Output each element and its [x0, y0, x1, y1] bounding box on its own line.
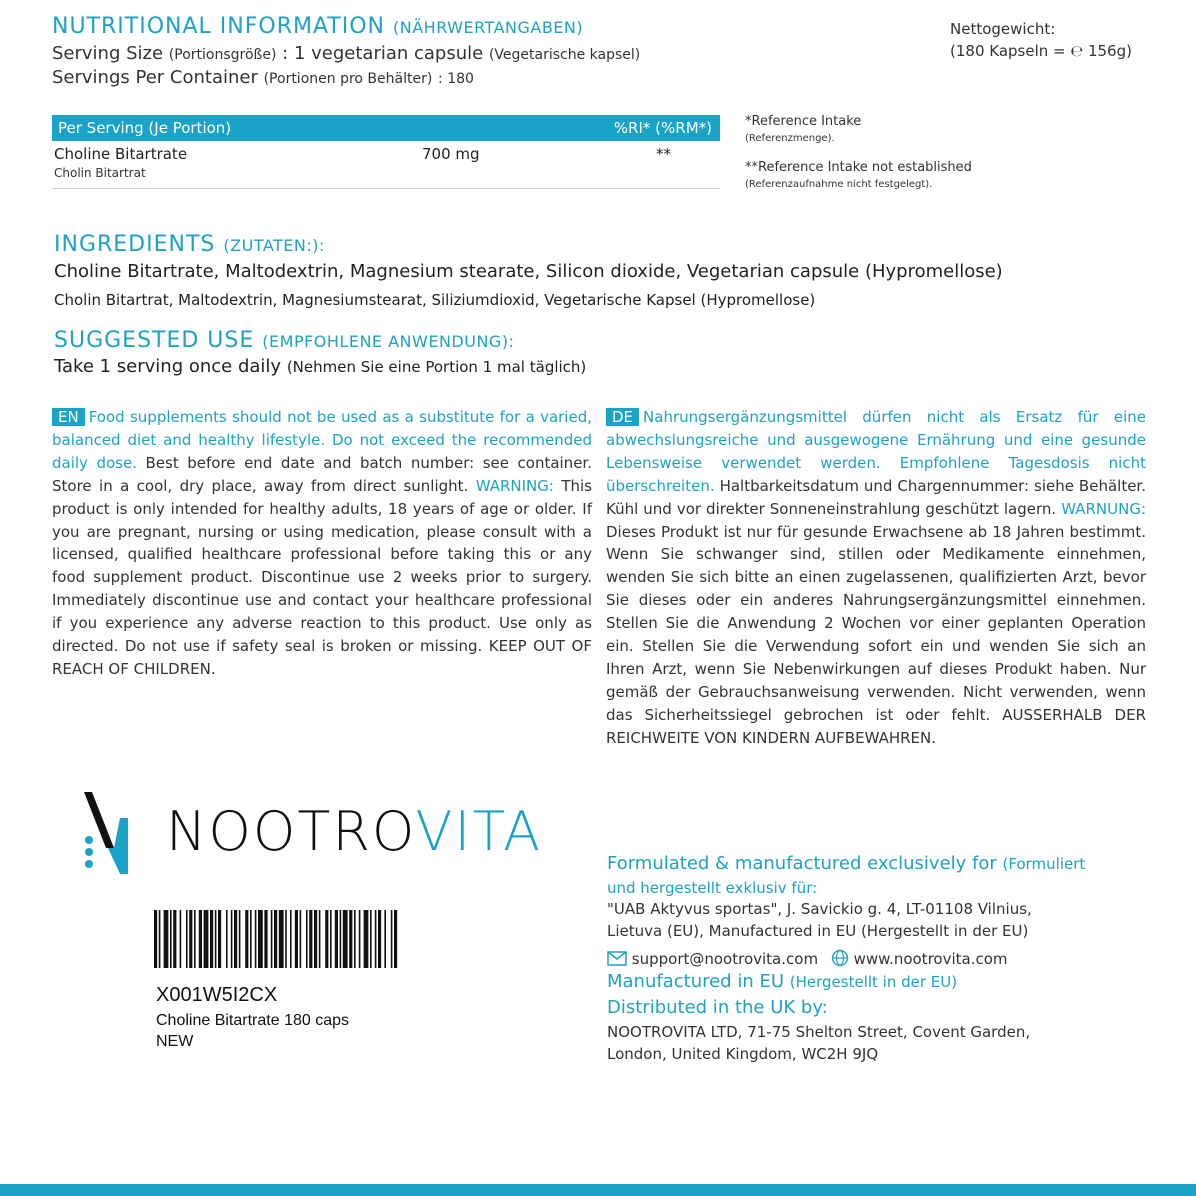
- table-row-name: Choline Bitartrate: [54, 145, 188, 163]
- ingredients-de: Cholin Bitartrat, Maltodextrin, Magnesiumstearat, Siliziumdioxid, Vegetarische Kapsel (Hypromellose): [54, 291, 816, 309]
- formulated-de-b: und hergestellt exklusiv für:: [607, 879, 818, 897]
- ri-note-sub: (Referenzmenge).: [745, 133, 835, 144]
- warnings-de-text2: Dieses Produkt ist nur für gesunde Erwachsene ab 18 Jahren bestimmt. Wenn Sie schwanger sind, stillen oder Medikamente einnehmen, wenden Sie sich bitte an einen zugelassenen, qualifizierten Arzt, bevor Sie dieses oder ein anderes Nahrungsergänzungsmittel einnehmen. Stellen Sie die Anwendung 2 Wochen vor einer geplanten Operation ein. Stellen Sie die Verwendung sofort ein und wenden Sie sich an Ihren Arzt, wenn Sie Nebenwirkungen auf dieses Produkt haben. Nur gemäß der Gebrauchsanweisung verwenden. Nicht verwenden, wenn das Sicherheitssiegel gebrochen ist oder fehlt. AUSSERHALB DER REICHWEITE VON KINDERN AUFBEWAHREN.: [606, 522, 1146, 747]
- uk-address-line2: London, United Kingdom, WC2H 9JQ: [607, 1045, 879, 1063]
- nutrition-table-header: [52, 115, 720, 141]
- brand-logo-vita: VITA: [415, 800, 543, 863]
- manufactured-en: Manufactured in EU: [607, 971, 785, 992]
- formulated-en: Formulated & manufactured exclusively for: [607, 853, 997, 874]
- serving-size-value: : 1 vegetarian capsule: [282, 43, 484, 64]
- brand-logo-nootro: NOOTRO: [166, 800, 416, 863]
- brand-logo-text: [166, 800, 542, 864]
- table-row-ri: **: [656, 145, 671, 163]
- table-divider: [52, 188, 720, 189]
- ingredients-title-de: (ZUTATEN:):: [223, 236, 325, 255]
- lang-tag-de: DE: [606, 408, 639, 426]
- warnings-en-highlight: Food supplements should not be used as a substitute for a varied, balanced diet and healthy lifestyle. Do not exceed the recommended daily dose.: [52, 408, 592, 472]
- servings-per-container: [52, 67, 474, 88]
- warnings-de-highlight: Nahrungsergänzungsmittel dürfen nicht als Ersatz für eine abwechslungsreiche und ausgewogene Ernährung und eine gesunde Lebensweise verwendet werden. Empfohlene Tagesdosis nicht überschreiten.: [606, 408, 1146, 495]
- envelope-icon: [607, 950, 627, 972]
- formulated-de-a: (Formuliert: [1002, 855, 1086, 873]
- not-established-sub: (Referenzaufnahme nicht festgelegt).: [745, 179, 933, 190]
- table-header-ri: %RI* (%RM*): [613, 119, 712, 137]
- warnings-en-label: WARNING:: [475, 476, 554, 495]
- table-row-name-de: Cholin Bitartrat: [54, 166, 146, 180]
- formulated-for: [607, 852, 1147, 900]
- lang-tag-en: EN: [52, 408, 85, 426]
- net-weight-value: (180 Kapseln = ℮ 156g): [950, 42, 1132, 60]
- nutrition-title: [52, 14, 583, 39]
- warnings-en-text2: This product is only intended for healthy adults, 18 years of age or older. If you are pregnant, nursing or using medication, please consult with a licensed, qualified healthcare professional before taking this or any food supplement product. Discontinue use 2 weeks prior to surgery. Immediately discontinue use and contact your healthcare professional if you experience any adverse reaction to this product. Use only as directed. Do not use if safety seal is broken or missing. KEEP OUT OF REACH OF CHILDREN.: [52, 476, 592, 678]
- servings-label: Servings Per Container: [52, 67, 258, 88]
- suggested-use-title: [54, 328, 514, 353]
- serving-size: [52, 43, 640, 64]
- warnings-de-label: WARNUNG:: [1061, 499, 1146, 518]
- suggested-use-title-en: SUGGESTED USE: [54, 328, 255, 353]
- servings-label-de: (Portionen pro Behälter): [263, 71, 433, 87]
- uk-address-line1: NOOTROVITA LTD, 71-75 Shelton Street, Covent Garden,: [607, 1023, 1031, 1041]
- barcode-code: X001W5I2CX: [156, 984, 278, 1006]
- address-line1: "UAB Aktyvus sportas", J. Savickio g. 4, LT-01108 Vilnius,: [607, 900, 1032, 918]
- suggested-use-en: Take 1 serving once daily: [54, 356, 282, 377]
- table-header-per-serving: Per Serving (Je Portion): [58, 119, 232, 137]
- suggested-use-text: [54, 356, 586, 377]
- brand-logo-icon: [80, 788, 136, 878]
- serving-size-label-de: (Portionsgröße): [168, 47, 277, 63]
- servings-value: : 180: [438, 71, 474, 87]
- serving-size-label: Serving Size: [52, 43, 164, 64]
- globe-icon: [831, 949, 849, 973]
- table-row-amount: 700 mg: [422, 145, 480, 163]
- warnings-de: [606, 406, 1146, 750]
- website-link[interactable]: www.nootrovita.com: [853, 950, 1008, 968]
- net-weight: [950, 18, 1132, 62]
- ingredients-en: Choline Bitartrate, Maltodextrin, Magnesium stearate, Silicon dioxide, Vegetarian capsule (Hypromellose): [54, 261, 1003, 282]
- net-weight-label: Nettogewicht:: [950, 20, 1056, 38]
- distributed-uk: Distributed in the UK by:: [607, 997, 828, 1018]
- suggested-use-title-de: (EMPFOHLENE ANWENDUNG):: [262, 332, 515, 351]
- manufactured-de: (Hergestellt in der EU): [789, 973, 958, 991]
- serving-size-value-de: (Vegetarische kapsel): [488, 47, 641, 63]
- warnings-en: [52, 406, 592, 681]
- address-line2: Lietuva (EU), Manufactured in EU (Hergestellt in der EU): [607, 922, 1029, 940]
- barcode-condition: NEW: [156, 1033, 194, 1050]
- suggested-use-de: (Nehmen Sie eine Portion 1 mal täglich): [286, 358, 587, 376]
- uk-address: [607, 1021, 1030, 1065]
- ingredients-title: [54, 232, 325, 257]
- bottom-accent-bar: [0, 1184, 1196, 1196]
- warnings-en-text1: Best before end date and batch number: see container. Store in a cool, dry place, away from direct sunlight.: [52, 453, 592, 495]
- address: [607, 898, 1032, 942]
- nutrition-title-de: (NÄHRWERTANGABEN): [393, 18, 584, 37]
- barcode-image: [154, 910, 479, 968]
- barcode-product: Choline Bitartrate 180 caps: [156, 1012, 349, 1029]
- manufactured-in-eu: [607, 971, 957, 992]
- ingredients-title-en: INGREDIENTS: [54, 232, 216, 257]
- ri-note: *Reference Intake: [745, 114, 862, 129]
- not-established-note: **Reference Intake not established: [745, 160, 972, 175]
- warnings-de-text1: Haltbarkeitsdatum und Chargennummer: siehe Behälter. Kühl und vor direkter Sonneneinstrahlung geschützt lagern.: [606, 476, 1146, 518]
- nutrition-title-en: NUTRITIONAL INFORMATION: [52, 14, 385, 39]
- email-link[interactable]: support@nootrovita.com: [631, 950, 819, 968]
- contact-row: [607, 948, 1008, 973]
